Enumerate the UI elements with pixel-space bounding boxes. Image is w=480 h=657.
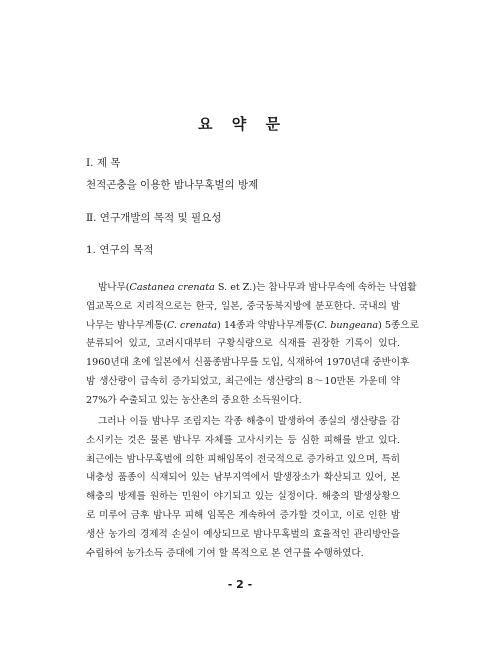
paragraph-line: 밤나무(Castanea crenata S. et Z.)는 참나무과 밤나무속에 속하는 낙엽활 [98,282,417,293]
section-1-heading: Ⅰ. 제 목 [86,157,121,169]
scientific-name: Castanea crenata [129,282,215,293]
paragraph-1 [86,279,419,411]
subsection-heading: 1. 연구의 목적 [86,244,154,256]
page-number: - 2 - [227,578,253,591]
paragraph-line: 27%가 수출되고 있는 농산촌의 중요한 소득원이다. [86,394,302,406]
paragraph-line: 최근에는 밤나무혹벌에 의한 피해임목이 전국적으로 증가하고 있으며, 특히 [86,453,400,465]
paragraph-line: 1960년대 초에 일본에서 신품종밤나무를 도입, 식재하여 1970년대 중반이후 [86,357,410,369]
paragraph-line: 엽교목으로 지리적으로는 한국, 일본, 중국동북지방에 분포한다. 국내의 밤 [86,300,400,312]
page-title: 요 약 문 [198,115,282,133]
scientific-name: C. bungeana [317,319,379,331]
section-2-heading: Ⅱ. 연구개발의 목적 및 필요성 [86,212,222,224]
paragraph-line: 내충성 품종이 식재되어 있는 남부지역에서 발생장소가 확산되고 있어, 본 [86,472,400,484]
paragraph-2 [86,413,400,563]
paragraph-line: 밤 생산량이 급속히 증가되었고, 최근에는 생산량의 8～10만톤 가운데 약 [86,375,400,387]
paragraph-line: 분류되어 있고, 고려시대부터 구황식량으로 식재를 권장한 기록이 있다. [86,338,400,350]
paragraph-line: 나무는 밤나무계통(C. crenata) 14종과 약밤나무계통(C. bungeana) 5종으로 [86,319,419,331]
project-title-text: 천적곤충을 이용한 밤나무혹벌의 방제 [86,179,259,191]
paragraph-line: 소시키는 것은 물론 밤나무 자체를 고사시키는 등 심한 피해를 받고 있다. [86,434,400,446]
paragraph-line: 해충의 방제를 원하는 민원이 야기되고 있는 실정이다. 해충의 발생상황으 [86,491,400,503]
paragraph-line: 그러나 이들 밤나무 조림지는 각종 해충이 발생하여 종실의 생산량을 감 [98,416,400,427]
paragraph-line: 생산 농가의 경제적 손실이 예상되므로 밤나무혹벌의 효율적인 관리방안을 [86,528,400,540]
scientific-name: C. crenata [166,319,218,331]
paragraph-line: 로 미루어 금후 밤나무 피해 임목은 계속하여 증가할 것이고, 이로 인한 밤 [86,509,400,521]
paragraph-line: 수립하여 농가소득 증대에 기여 할 목적으로 본 연구를 수행하였다. [86,547,364,559]
